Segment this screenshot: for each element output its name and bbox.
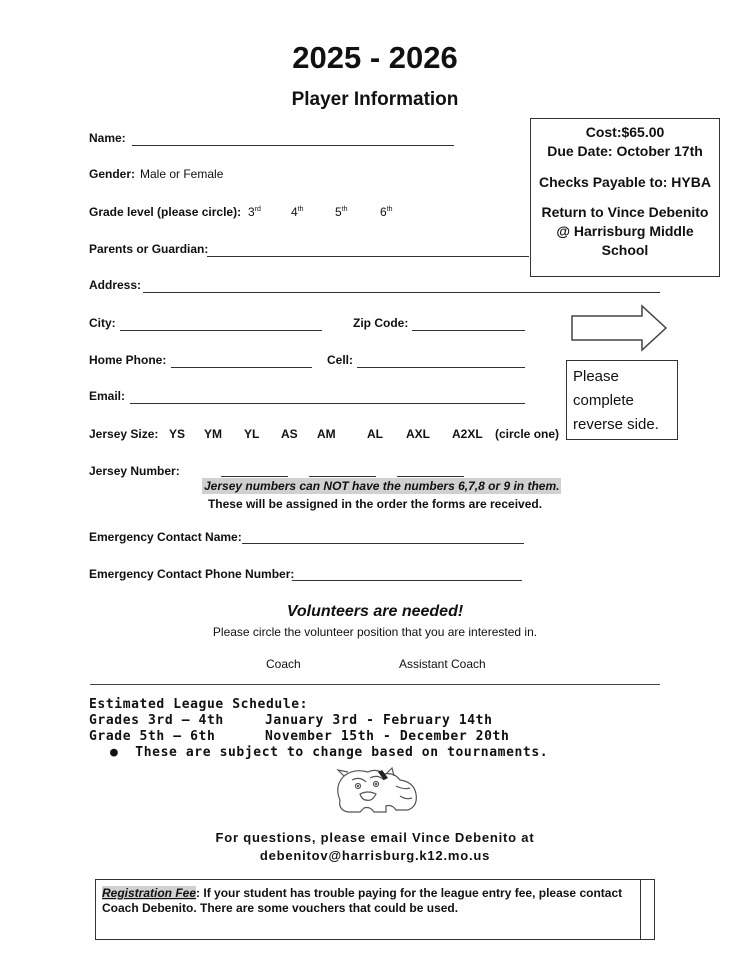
jersey-number-choice-3[interactable] — [397, 476, 464, 477]
city-label: City: — [89, 316, 116, 330]
address-label: Address: — [89, 278, 142, 292]
jersey-number-choice-2[interactable] — [309, 476, 376, 477]
bulldog-mascot-icon — [330, 764, 422, 816]
schedule-row1-grades: Grades 3rd – 4th — [89, 713, 224, 728]
page-title: 2025 - 2026 — [292, 40, 458, 75]
volunteers-instruction: Please circle the volunteer position that you are interested in. — [212, 625, 538, 639]
emergency-phone-field[interactable] — [292, 580, 522, 581]
section-divider — [90, 684, 660, 685]
jersey-size-al[interactable]: AL — [367, 427, 383, 441]
schedule-row1-dates: January 3rd - February 14th — [265, 713, 493, 728]
arrow-right-icon — [570, 304, 670, 352]
schedule-bullet-text: These are subject to change based on tournaments. — [135, 745, 549, 760]
name-label: Name: — [89, 131, 126, 145]
zip-field[interactable] — [412, 330, 525, 331]
emergency-name-field[interactable] — [242, 543, 524, 544]
emergency-phone-label: Emergency Contact Phone Number: — [89, 567, 295, 581]
schedule-row2-dates: November 15th - December 20th — [265, 729, 510, 744]
reverse-side-note — [566, 360, 678, 440]
jersey-number-note: Jersey numbers can NOT have the numbers 6,7,8 or 9 in them. — [204, 479, 560, 493]
jersey-size-a2xl[interactable]: A2XL — [452, 427, 483, 441]
volunteer-coach-option[interactable]: Coach — [266, 657, 301, 671]
name-field[interactable] — [132, 145, 454, 146]
grade-option-5[interactable]: 5th — [335, 205, 348, 219]
reverse-note-line-2: reverse side. — [573, 416, 659, 433]
volunteer-assistant-option[interactable]: Assistant Coach — [399, 657, 486, 671]
schedule-row2-grades: Grade 5th – 6th — [89, 729, 216, 744]
registration-fee-text — [102, 886, 632, 916]
contact-email[interactable]: debenitov@harrisburg.k12.mo.us — [259, 848, 491, 863]
volunteers-heading: Volunteers are needed! — [286, 603, 464, 620]
jersey-size-as[interactable]: AS — [281, 427, 298, 441]
home-phone-label: Home Phone: — [89, 353, 167, 367]
jersey-number-choice-1[interactable] — [221, 476, 288, 477]
reverse-note-line-1: Please complete — [573, 368, 634, 409]
jersey-size-ys[interactable]: YS — [169, 427, 186, 441]
email-field[interactable] — [130, 403, 525, 404]
grade-option-3[interactable]: 3rd — [248, 205, 261, 219]
grade-label: Grade level (please circle): — [89, 205, 242, 219]
checks-payable-text: Checks Payable to: HYBA — [539, 174, 711, 190]
gender-label: Gender: — [89, 167, 136, 181]
jersey-size-axl[interactable]: AXL — [406, 427, 430, 441]
jersey-number-label: Jersey Number: — [89, 464, 180, 478]
cell-label: Cell: — [327, 353, 354, 367]
jersey-assigned-note: These will be assigned in the order the forms are received. — [207, 497, 543, 511]
zip-label: Zip Code: — [353, 316, 409, 330]
gender-options[interactable]: Male or Female — [140, 167, 224, 181]
address-field[interactable] — [143, 292, 660, 293]
due-date-text: Due Date: October 17th — [547, 143, 703, 159]
parents-field[interactable] — [207, 256, 529, 257]
bullet-icon: ● — [110, 745, 119, 760]
city-field[interactable] — [120, 330, 322, 331]
schedule-title: Estimated League Schedule: — [89, 697, 309, 712]
jersey-size-label: Jersey Size: — [89, 427, 159, 441]
page-subtitle: Player Information — [291, 89, 459, 110]
email-label: Email: — [89, 389, 126, 403]
home-phone-field[interactable] — [171, 367, 312, 368]
grade-option-6[interactable]: 6th — [380, 205, 393, 219]
return-line-3: School — [601, 242, 649, 258]
jersey-size-am[interactable]: AM — [317, 427, 336, 441]
registration-fee-body: : If your student has trouble paying for the league entry fee, please contact Coach Debenito. There are some vouchers that could be used. — [102, 886, 623, 915]
jersey-size-suffix: (circle one) — [495, 427, 560, 441]
registration-fee-label: Registration Fee — [102, 886, 197, 900]
parents-label: Parents or Guardian: — [89, 242, 209, 256]
contact-line-1: For questions, please email Vince Debenito at — [215, 830, 535, 845]
schedule-bullet — [110, 745, 548, 760]
cell-field[interactable] — [357, 367, 525, 368]
fee-box-divider — [640, 879, 641, 940]
emergency-name-label: Emergency Contact Name: — [89, 530, 242, 544]
return-line-1: Return to Vince Debenito — [541, 204, 709, 220]
cost-text: Cost:$65.00 — [585, 124, 665, 140]
return-line-2: @ Harrisburg Middle — [556, 223, 694, 239]
grade-option-4[interactable]: 4th — [291, 205, 304, 219]
jersey-size-ym[interactable]: YM — [204, 427, 222, 441]
payment-info-box — [530, 118, 720, 277]
jersey-size-yl[interactable]: YL — [244, 427, 260, 441]
